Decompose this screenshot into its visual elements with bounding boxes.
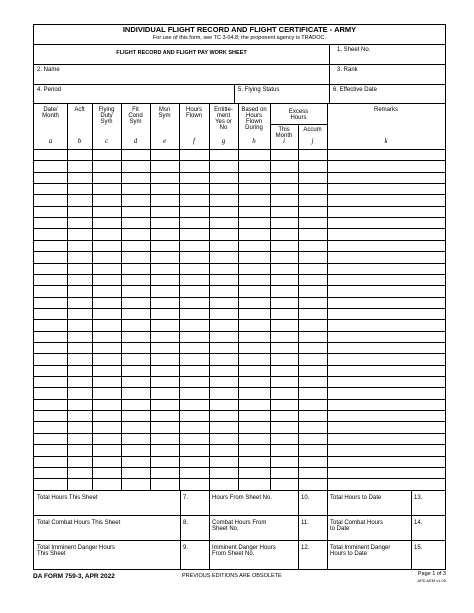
table-row-line xyxy=(34,353,445,354)
total-hours-this-sheet-label: Total Hours This Sheet xyxy=(37,495,98,501)
table-row-line xyxy=(34,263,445,264)
column-letter-b: b xyxy=(77,137,82,145)
table-row-line xyxy=(34,444,445,445)
column-letter-h: h xyxy=(252,137,256,145)
table-row-line xyxy=(34,297,445,298)
form-subtitle: For use of this form, see TC 3-04.8; the proponent agency is TRADOC. xyxy=(152,35,327,41)
table-row-line xyxy=(34,319,445,320)
table-row-line xyxy=(34,217,445,218)
field-11-number: 11. xyxy=(301,520,309,526)
rank-field[interactable]: 3. Rank xyxy=(337,67,358,73)
field-13-number: 13. xyxy=(414,495,423,501)
column-letter-c: c xyxy=(104,137,109,145)
table-row-line xyxy=(34,251,445,252)
column-header-h: Based on Hours Flown During xyxy=(241,107,267,131)
editions-note: PREVIOUS EDITIONS ARE OBSOLETE xyxy=(182,573,282,579)
table-row-line xyxy=(34,387,445,388)
column-letter-d: d xyxy=(133,137,138,145)
column-header-e: Msn Sym xyxy=(158,107,171,119)
table-row-line xyxy=(34,194,445,195)
column-letter-e: e xyxy=(162,137,167,145)
table-row-line xyxy=(34,240,445,241)
table-row-line xyxy=(34,467,445,468)
field-7-number: 7. xyxy=(183,495,189,501)
table-row-line xyxy=(34,206,445,207)
table-row-line xyxy=(34,365,445,366)
form-id: DA FORM 759-3, APR 2022 xyxy=(33,573,115,580)
column-header-j: Accum xyxy=(303,127,322,133)
column-header-f: Hours Flown xyxy=(185,107,202,119)
period-field[interactable]: 4. Period xyxy=(37,87,62,93)
column-header-i: This Month xyxy=(275,127,293,139)
table-row-line xyxy=(34,274,445,275)
form-title: INDIVIDUAL FLIGHT RECORD AND FLIGHT CERTIFICATE - ARMY xyxy=(122,25,357,34)
column-letter-g: g xyxy=(221,137,226,145)
table-row-line xyxy=(34,342,445,343)
total-imminent-danger-hours-to-date-label: Total Imminent Danger Hours to Date xyxy=(330,545,391,557)
field-14-number: 14. xyxy=(414,520,423,526)
name-field[interactable]: 2. Name xyxy=(37,67,60,73)
field-10-number: 10. xyxy=(301,495,310,501)
table-row-line xyxy=(34,228,445,229)
table-row-line xyxy=(34,331,445,332)
table-row-line xyxy=(34,160,445,161)
column-header-g: Entitle- ment Yes or No xyxy=(214,107,233,131)
table-row-line xyxy=(34,308,445,309)
column-header-c: Flying Duty Sym xyxy=(98,107,115,125)
column-header-a: Date/ Month xyxy=(42,107,59,119)
column-letter-i: i xyxy=(283,137,285,145)
page-number: Page 1 of 3 xyxy=(417,571,446,577)
column-letter-j: j xyxy=(311,137,314,145)
form-frame xyxy=(33,24,446,570)
imminent-danger-hours-from-sheet-no-label: Imminent Danger Hours From Sheet No. xyxy=(212,545,276,557)
table-row-line xyxy=(34,433,445,434)
total-hours-to-date-label: Total Hours to Date xyxy=(330,495,382,501)
column-header-k: Remarks xyxy=(373,107,398,113)
column-header-b: Acft xyxy=(74,107,85,113)
table-row-line xyxy=(34,172,445,173)
table-row-line xyxy=(34,285,445,286)
table-row-line xyxy=(34,456,445,457)
column-letter-a: a xyxy=(48,137,53,145)
sheet-no-field[interactable]: 1. Sheet No. xyxy=(337,47,371,53)
field-12-number: 12. xyxy=(301,545,310,551)
version-id: APD AEM v1.00 xyxy=(417,578,446,583)
excess-hours-header: Excess Hours xyxy=(288,109,309,121)
worksheet-title: FLIGHT RECORD AND FLIGHT PAY WORK SHEET xyxy=(116,50,247,56)
table-row-line xyxy=(34,399,445,400)
table-row-line xyxy=(34,421,445,422)
total-combat-hours-this-sheet-label: Total Combat Hours This Sheet xyxy=(37,520,121,526)
column-letter-k: k xyxy=(384,137,388,145)
field-9-number: 9. xyxy=(183,545,189,551)
total-imminent-danger-hours-this-sheet-label: Total Imminent Danger Hours This Sheet xyxy=(37,545,116,557)
hours-from-sheet-no-label: Hours From Sheet No. xyxy=(212,495,273,501)
table-row-line xyxy=(34,183,445,184)
total-combat-hours-to-date-label: Total Combat Hours to Date xyxy=(330,520,384,532)
combat-hours-from-sheet-no-label: Combat Hours From Sheet No. xyxy=(212,520,267,532)
field-15-number: 15. xyxy=(414,545,423,551)
field-8-number: 8. xyxy=(183,520,189,526)
flying-status-field[interactable]: 5. Flying Status xyxy=(238,87,280,93)
table-row-line xyxy=(34,376,445,377)
table-row-line xyxy=(34,410,445,411)
column-header-d: Fit Cond Sym xyxy=(128,107,143,125)
table-row-line xyxy=(34,478,445,479)
effective-date-field[interactable]: 6. Effective Date xyxy=(333,87,377,93)
column-letter-f: f xyxy=(193,137,195,145)
